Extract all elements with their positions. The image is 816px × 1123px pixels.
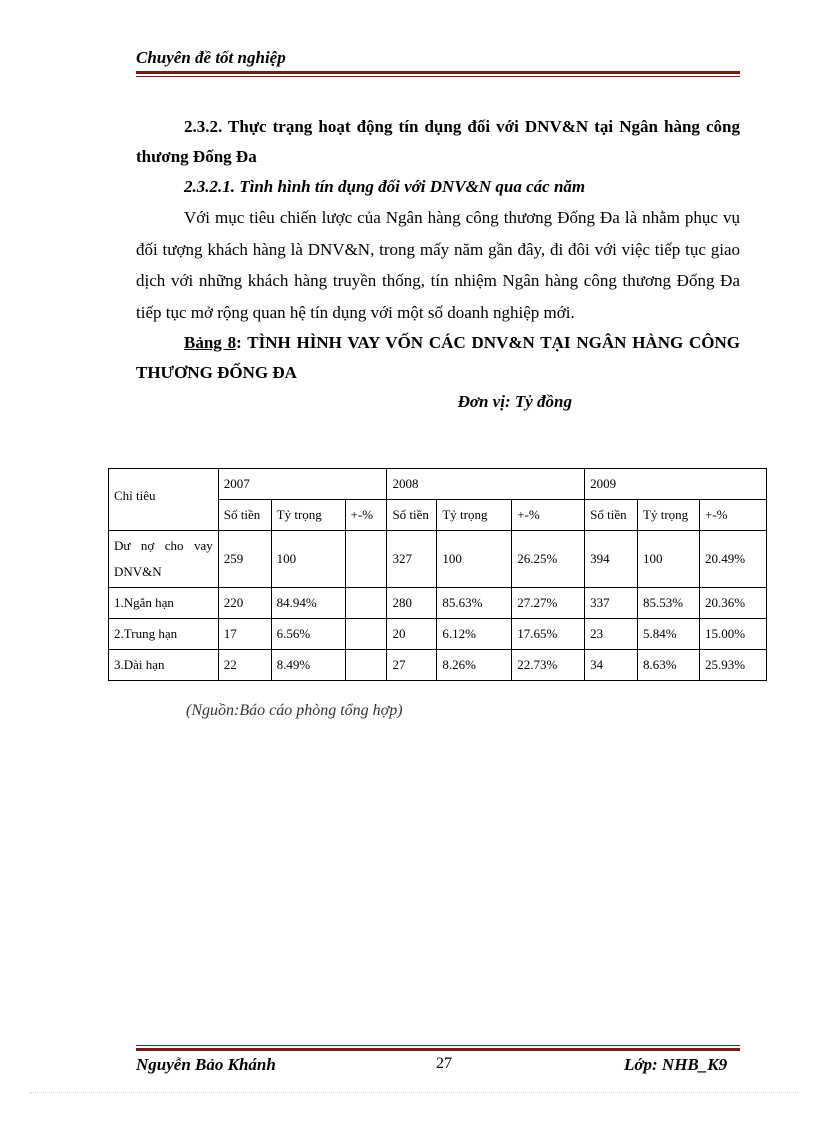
year-header-2007: 2007 [218,469,387,500]
cell: 22.73% [512,650,585,681]
cell: 22 [218,650,271,681]
cell: 6.12% [437,619,512,650]
cell: 220 [218,588,271,619]
cell [345,588,387,619]
table-row [109,650,767,681]
table-row [109,619,767,650]
loan-table [108,468,767,681]
row-label: 3.Dài hạn [109,650,219,681]
cell [345,619,387,650]
header-title: Chuyên đề tốt nghiệp [136,48,286,67]
cell: 85.63% [437,588,512,619]
cell: 23 [585,619,638,650]
subheader-share: Tỷ trọng [638,500,700,531]
cell: 27.27% [512,588,585,619]
cell: 100 [638,531,700,588]
cell: 6.56% [271,619,345,650]
page-number: 27 [436,1055,452,1072]
header-rule-thick [136,71,740,74]
cell: 327 [387,531,437,588]
footer-rule-thin [136,1045,740,1046]
cell: 17 [218,619,271,650]
main-content [136,112,740,416]
cell: 280 [387,588,437,619]
year-header-2008: 2008 [387,469,585,500]
subheader-change: +-% [512,500,585,531]
cell: 8.49% [271,650,345,681]
cell: 84.94% [271,588,345,619]
subheader-change: +-% [345,500,387,531]
cell: 5.84% [638,619,700,650]
cell: 17.65% [512,619,585,650]
table-unit: Đơn vị: Tỷ đồng [457,392,572,411]
page-edge-divider [30,1092,800,1093]
section-heading: 2.3.2. Thực trạng hoạt động tín dụng đối với DNV&N tại Ngân hàng công thương Đống Đa [136,117,740,166]
cell: 100 [271,531,345,588]
cell: 27 [387,650,437,681]
table-year-row [109,469,767,500]
subheader-change: +-% [699,500,766,531]
cell: 100 [437,531,512,588]
cell: 25.93% [699,650,766,681]
subheader-share: Tỷ trọng [271,500,345,531]
cell: 26.25% [512,531,585,588]
body-paragraph: Với mục tiêu chiến lược của Ngân hàng công thương Đống Đa là nhằm phục vụ đối tượng khách hàng là DNV&N, trong mấy năm gần đây, đi đôi với việc tiếp tục giao dịch với những khách hàng truyền thống, tín nhiệm Ngân hàng công thương Đống Đa tiếp tục mở rộng quan hệ tín dụng với một số doanh nghiệp mới. [136,208,740,322]
cell: 20.36% [699,588,766,619]
cell: 85.53% [638,588,700,619]
subheader-amount: Số tiền [585,500,638,531]
row-label: Dư nợ cho vay DNV&N [109,531,219,588]
cell: 394 [585,531,638,588]
year-header-2009: 2009 [585,469,767,500]
table-source: (Nguồn:Báo cáo phòng tổng hợp) [186,702,403,719]
subheader-amount: Số tiền [387,500,437,531]
cell: 259 [218,531,271,588]
cell: 20.49% [699,531,766,588]
subheader-share: Tỷ trọng [437,500,512,531]
footer-rule-thick [136,1048,740,1051]
table-row [109,531,767,588]
header-rule-thin [136,76,740,77]
row-label: 1.Ngắn hạn [109,588,219,619]
row-label: 2.Trung hạn [109,619,219,650]
row-header-cell: Chỉ tiêu [109,469,219,531]
cell: 337 [585,588,638,619]
table-title: : TÌNH HÌNH VAY VỐN CÁC DNV&N TẠI NGÂN HÀNG CÔNG THƯƠNG ĐỐNG ĐA [136,333,740,382]
cell: 15.00% [699,619,766,650]
section-subheading: 2.3.2.1. Tình hình tín dụng đối với DNV&N qua các năm [184,177,586,196]
cell: 8.63% [638,650,700,681]
subheader-amount: Số tiền [218,500,271,531]
table-row [109,588,767,619]
cell: 20 [387,619,437,650]
cell: 34 [585,650,638,681]
cell: 8.26% [437,650,512,681]
table-label: Bảng 8 [184,333,237,352]
cell [345,650,387,681]
footer-author: Nguyễn Bảo Khánh [136,1055,276,1074]
table-caption [136,328,740,388]
cell [345,531,387,588]
footer-class: Lớp: NHB_K9 [624,1055,728,1074]
